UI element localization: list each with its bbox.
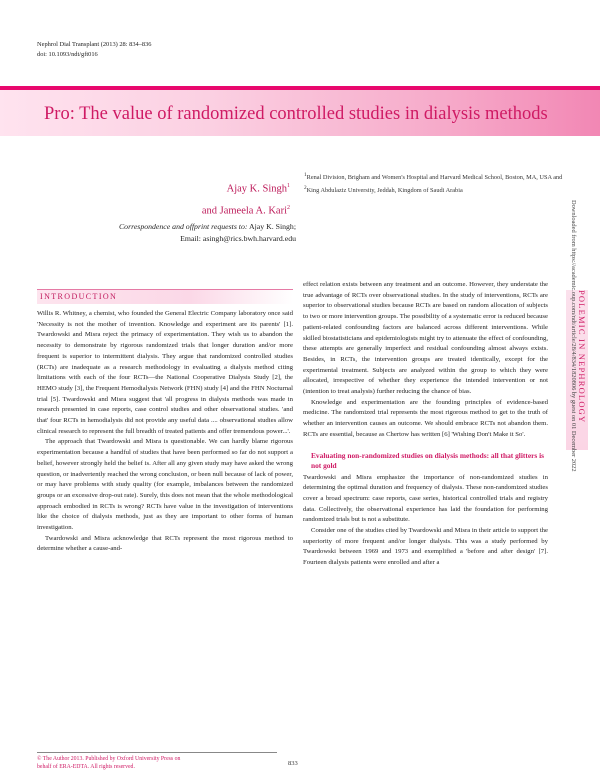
copyright-footer: © The Author 2013. Published by Oxford University Press on behalf of ERA-EDTA. All rights reserved. [37,756,181,770]
paragraph: The approach that Twardowski and Misra is questionable. We can hardly blame rigorous experimentation because a handful of studies that have been performed so far do not support a belief, however strongly held the belief is. After all any given study may have asked the wrong question, or inadvertently reached the wrong conclusion, or been null because of lack of power, or may have problems with study quality (for example, imbalances between the randomized groups or an excessive drop-out rate). Surely, this does not mean that the whole methodological approach embodied in RCTs is wrong? RCTs have value in the investigation of interventions like the choice of dialysis methods, just as they are important to other forms of human investigation. [37,438,293,532]
doi: doi: 10.1093/ndt/gft016 [37,51,98,58]
author-2-sup: 2 [287,204,290,211]
download-watermark: Downloaded from https://academic.oup.com/ndt/article/28/4/834/1820806 by guest on 01 December 2022 [570,200,577,472]
author-block [150,177,290,220]
affiliation-1: $^1$Renal Division, Brigham and Women's Hospital and Harvard Medical School, Boston, MA, USA and [304,172,563,182]
journal-header [37,40,152,60]
paragraph: Consider one of the studies cited by Twardowski and Misra in their article to support the superiority of more frequent and/or longer dialysis. This was a study performed by Twardowski between 1969 and 1973 and exemplified a 'before and after design' [7]. Fourteen dialysis patients were enrolled and after a [303,527,548,567]
correspondence-email[interactable]: Email: asingh@rics.bwh.harvard.edu [180,234,296,243]
article-title: Pro: The value of randomized controlled studies in dialysis methods [44,104,548,124]
correspondence-name: Ajay K. Singh; [249,222,296,231]
left-column [37,280,293,555]
right-column [303,280,548,569]
paragraph: Twardowski and Misra emphasize the importance of non-randomized studies in determining the optimal duration and frequency of dialysis. These non-randomized studies cover a broad spectrum: case reports, case series, historical controlled trials and registry data. Collectively, the observational experience has laid the foundation for performing randomized trials but is not a substitute. [303,473,548,524]
author-1-sup: 1 [287,183,290,189]
paragraph: Willis R. Whitney, a chemist, who founded the General Electric Company laboratory once said 'Necessity is not the mother of invention. Knowledge and experiment are its parents' [1]. Twardowski and Misra reject the primacy of experimentation. They wish us to abandon the necessity to demonstrate by rigorous randomized trials that longer duration and/or more frequent is superior to intermittent dialysis. They argue that randomized controlled studies (RCTs) are inadequate as a research methodology in evaluating a dialysis method citing limitations with each of the four RCTs—the National Cooperative Dialysis Study [2], the HEMO study [3], the Frequent Hemodialysis Network (FHN) study [4] and the FHN Nocturnal trial [5]. Twardowski and Misra suggest that 'all progress in dialysis methods was made in research presented in case reports, case control studies and other observational studies. 'and that' four RCTs in hemodialysis did not provide any useful data .... observational studies allow clinical research to represent the full breadth of treated patients and offer tremendous power...'. [37,310,293,435]
footer-divider [37,752,277,753]
paragraph: effect relation exists between any treatment and an outcome. However, they understate the true advantage of RCTs over observational studies. In the study of interventions, RCTs are superior to observational studies because RCTs are based on random allocation of subjects to two or more intervention groups. The possibility of a systematic error is reduced because patient-related confounding factors are balanced across different interventions. While skilled biostatisticians and epidemiologists might try to attenuate the effect of confounding, these attempts are generally imperfect and residual confounding almost always exists. Besides, in RCTs, the intervention groups are treated identically, except for the experimental treatment. Subjects are analyzed within the group to which they were allocated, irrespective of whether they experience the intended intervention or not (intention to treat analysis) further reducing the chance of bias. [303,281,548,396]
paragraph: Twardowski and Misra acknowledge that RCTs represent the most rigorous method to determine whether a cause-and- [37,534,293,553]
author-2[interactable]: and Jameela A. Kari [201,205,287,216]
page-number: 833 [288,760,298,767]
side-section-label: POLEMIC IN NEPHROLOGY [577,290,587,424]
paragraph: Knowledge and experimentation are the founding principles of evidence-based medicine. The randomized trial represents the most rigorous method to get to the truth of whether an intervention causes an outcome. We should embrace RCTs not abandon them. RCTs are essential, because as Chertow has written [6] 'Wishing Don't Make it So'. [303,398,548,438]
correspondence-label: Correspondence and offprint requests to: [118,222,248,231]
affiliations [304,170,574,196]
affiliation-2: $^2$King Abdulaziz University, Jeddah, Kingdom of Saudi Arabia [304,185,463,195]
journal-citation: Nephrol Dial Transplant (2013) 28: 834–836 [37,41,152,48]
subsection-heading: Evaluating non-randomized studies on dialysis methods: all that glitters is not gold [311,450,545,470]
correspondence [50,221,296,245]
author-1[interactable]: Ajay K. Singh [226,183,287,195]
section-heading-introduction: INTRODUCTION [37,289,293,304]
